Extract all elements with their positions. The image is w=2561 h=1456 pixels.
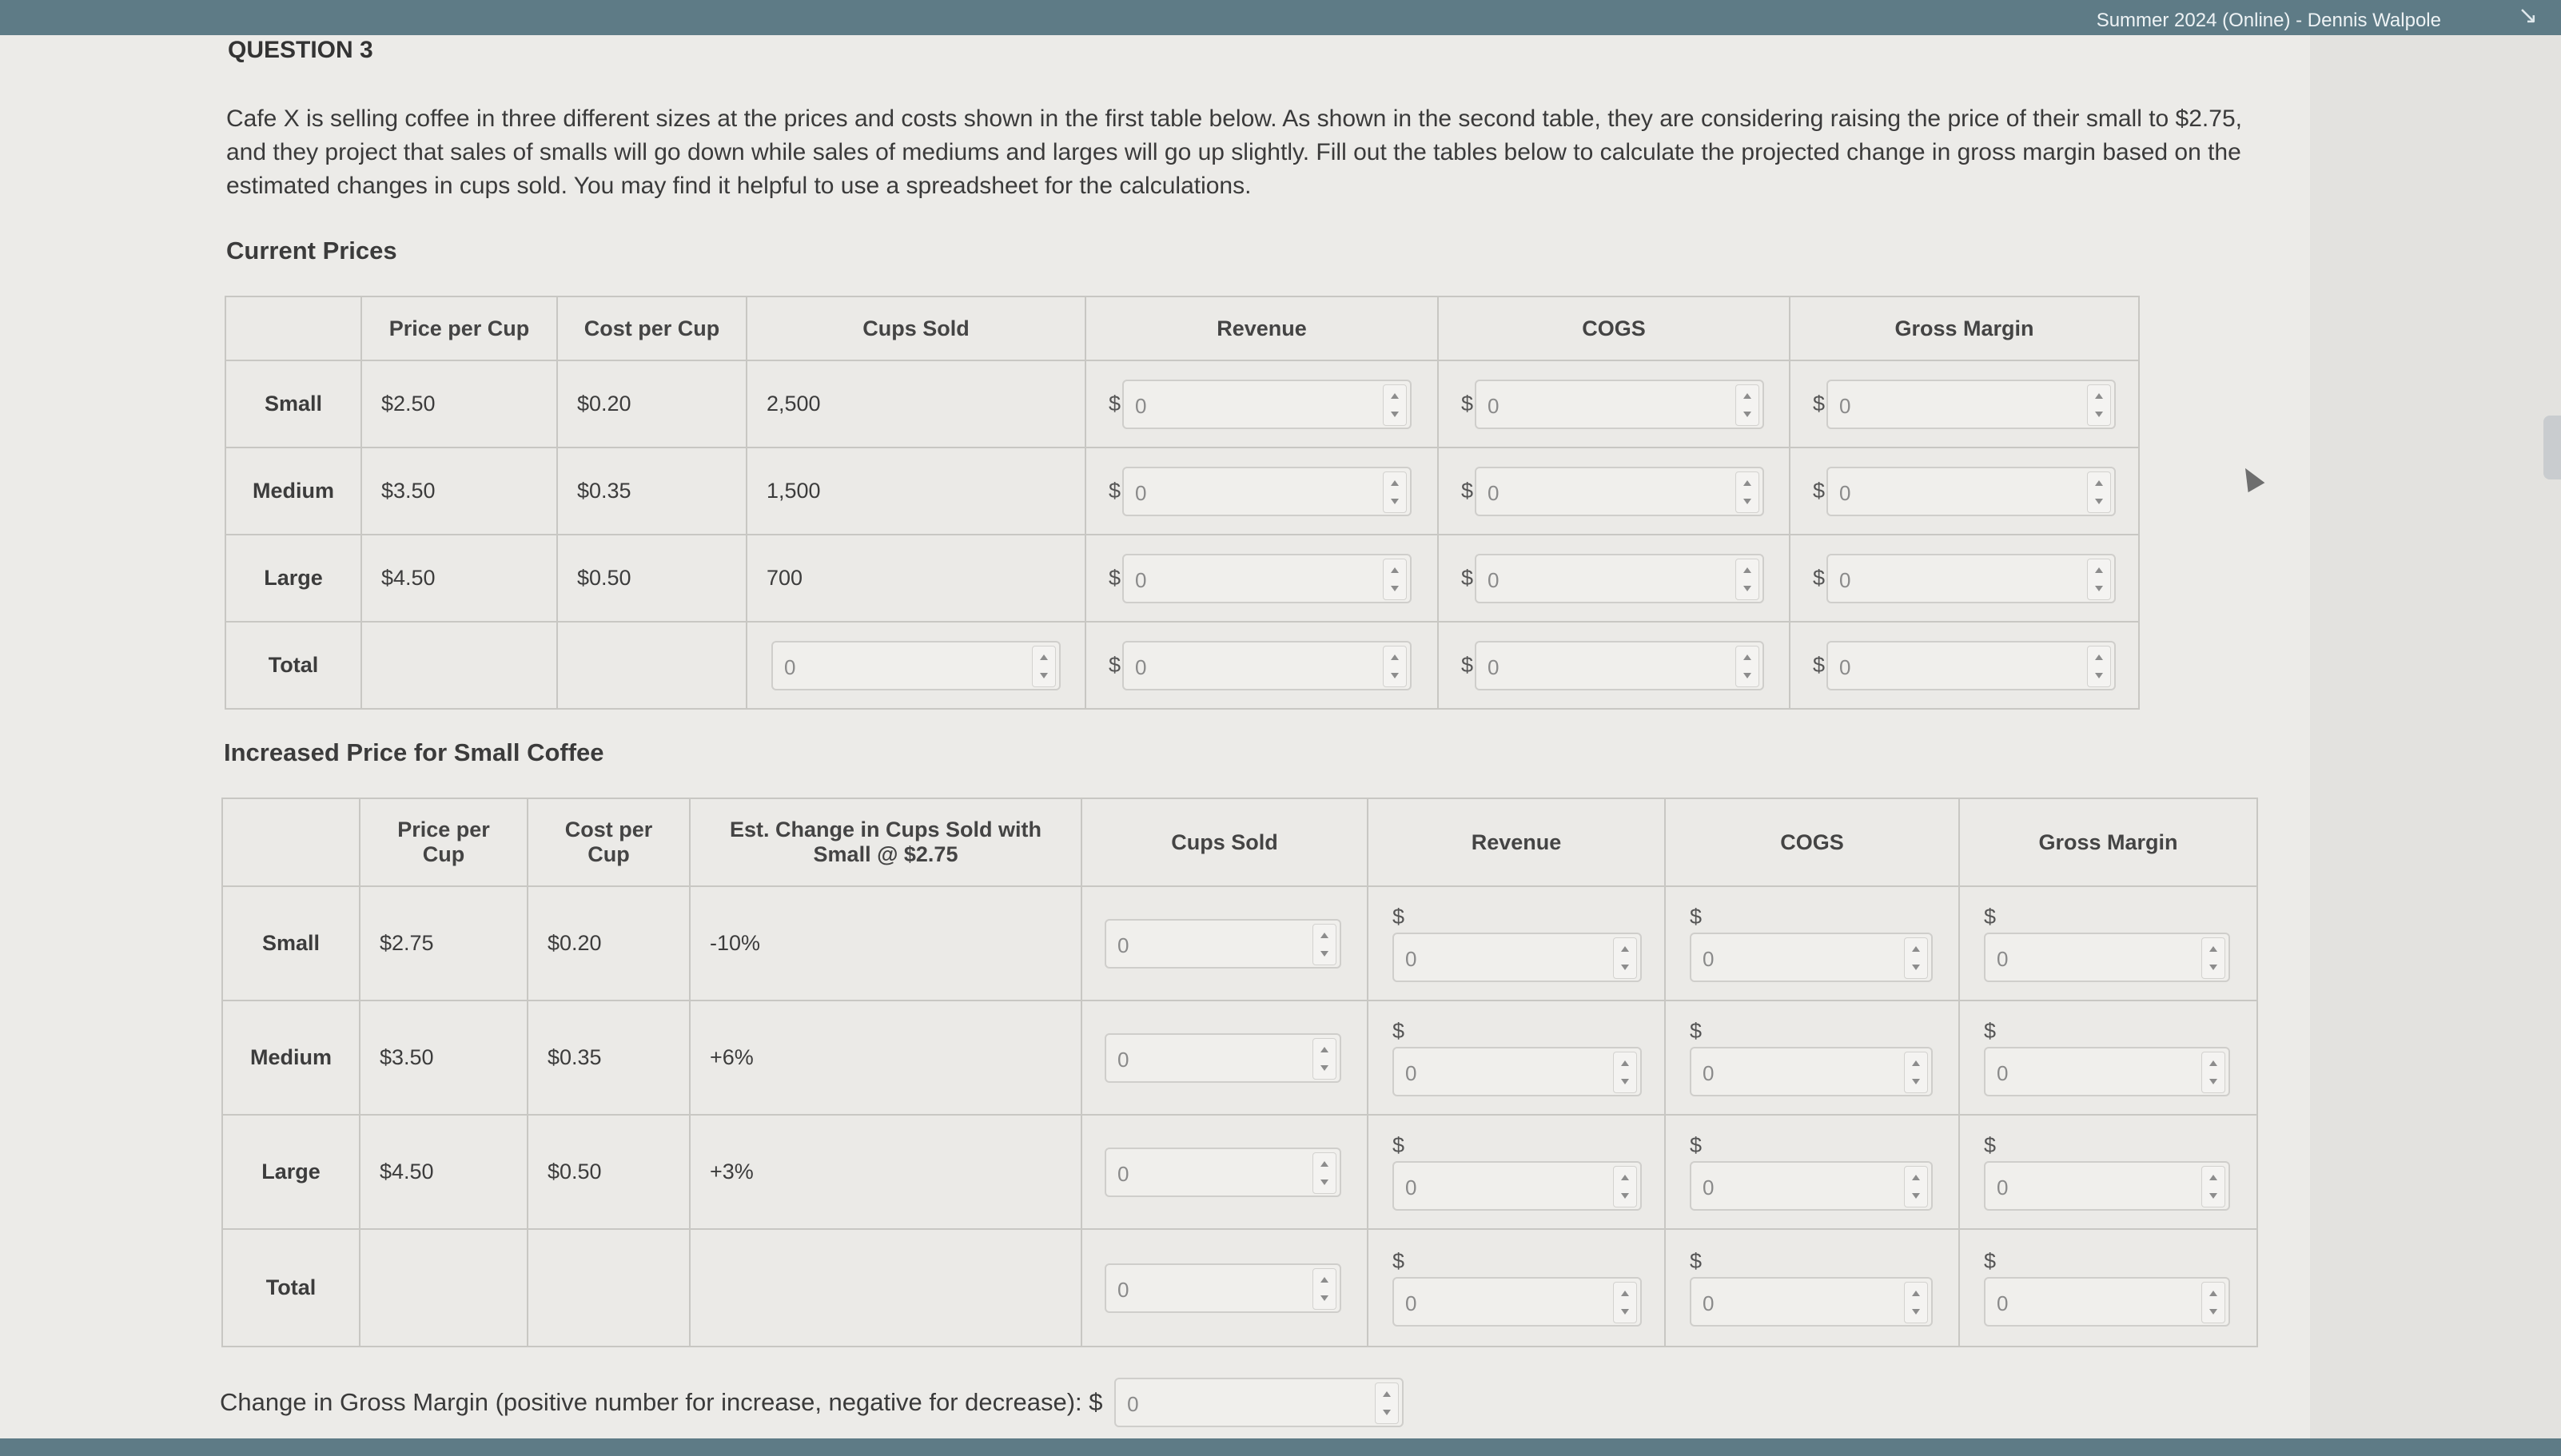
spinner-down-icon[interactable] — [1743, 412, 1751, 417]
spinner-down-icon[interactable] — [1912, 965, 1920, 970]
row-label: Medium — [225, 448, 361, 535]
input-value: 0 — [1135, 654, 1147, 679]
spinner-down-icon[interactable] — [1383, 1410, 1391, 1415]
total-margin-input[interactable] — [1826, 641, 2116, 690]
cogs-input[interactable] — [1690, 1047, 1933, 1096]
input-value: 0 — [1127, 1392, 1139, 1416]
spinner-down-icon[interactable] — [1621, 1079, 1629, 1084]
spinner-up-icon[interactable] — [1391, 480, 1399, 486]
table-row — [222, 886, 2257, 1001]
total-revenue-input[interactable] — [1392, 1277, 1642, 1327]
cups-input[interactable] — [1105, 1148, 1341, 1197]
spinner-down-icon[interactable] — [1320, 1180, 1328, 1185]
row-label: Large — [225, 535, 361, 622]
spinner-arrows[interactable] — [1032, 646, 1056, 687]
dollar-sign: $ — [1813, 566, 1826, 590]
revenue-input[interactable] — [1392, 1047, 1642, 1096]
row-label: Total — [222, 1229, 360, 1347]
total-revenue-input[interactable] — [1122, 641, 1412, 690]
input-value: 0 — [1117, 1277, 1129, 1302]
spinner-arrows[interactable] — [1735, 559, 1759, 600]
increased-price-table — [221, 798, 2258, 1347]
spinner-up-icon[interactable] — [1621, 1175, 1629, 1180]
margin-cell — [1959, 1115, 2257, 1229]
total-revenue-cell — [1085, 622, 1438, 709]
spinner-down-icon[interactable] — [2209, 1079, 2217, 1084]
input-value: 0 — [1997, 1291, 2009, 1315]
dollar-sign: $ — [1392, 1249, 1405, 1273]
cost-cell: $0.20 — [528, 886, 690, 1001]
dollar-sign: $ — [1109, 653, 1121, 677]
spinner-arrows[interactable] — [1735, 471, 1759, 513]
input-value: 0 — [1839, 654, 1851, 679]
spinner-up-icon[interactable] — [1320, 1161, 1328, 1167]
header-blank — [225, 296, 361, 360]
cogs-cell — [1665, 1001, 1959, 1115]
spinner-down-icon[interactable] — [1391, 673, 1399, 678]
spinner-up-icon[interactable] — [1621, 1291, 1629, 1296]
spinner-arrows[interactable] — [1735, 384, 1759, 426]
input-value: 0 — [1135, 393, 1147, 418]
price-cell: $4.50 — [361, 535, 557, 622]
spinner-arrows[interactable] — [1383, 384, 1407, 426]
cogs-input[interactable] — [1475, 380, 1764, 429]
input-value: 0 — [1703, 947, 1715, 971]
spinner-down-icon[interactable] — [1912, 1079, 1920, 1084]
spinner-arrows[interactable] — [1613, 1166, 1637, 1207]
margin-cell — [1790, 360, 2139, 448]
spinner-arrows[interactable] — [1312, 924, 1336, 965]
empty-cell — [528, 1229, 690, 1347]
cogs-input[interactable] — [1690, 933, 1933, 982]
input-value: 0 — [1488, 480, 1500, 505]
spinner-arrows[interactable] — [2087, 471, 2111, 513]
cogs-input[interactable] — [1690, 1161, 1933, 1211]
revenue-cell — [1085, 448, 1438, 535]
change-cell: -10% — [690, 886, 1081, 1001]
collapse-icon[interactable]: ↘ — [2518, 2, 2539, 29]
spinner-arrows[interactable] — [2087, 384, 2111, 426]
input-value: 0 — [1703, 1176, 1715, 1199]
input-value: 0 — [1405, 1291, 1417, 1315]
spinner-down-icon[interactable] — [1743, 499, 1751, 504]
margin-input[interactable] — [1826, 554, 2116, 603]
header-gross-margin: Gross Margin — [1790, 296, 2139, 360]
current-prices-title: Current Prices — [226, 237, 397, 265]
spinner-up-icon[interactable] — [2209, 1291, 2217, 1296]
cups-cell — [1081, 886, 1368, 1001]
empty-cell — [557, 622, 747, 709]
question-text: Cafe X is selling coffee in three different sizes at the prices and costs shown in the first table below. As shown in the second table, they are considering raising the price of their small to $2.75, and they project that sales of smalls will go down while sales of mediums and larges will go up slightly. Fill out the tables below to calculate the projected change in gross margin based on the estimated changes in cups sold. You may find it helpful to use a spreadsheet for the calculations. — [226, 105, 2242, 199]
cogs-cell — [1665, 1115, 1959, 1229]
row-label: Small — [225, 360, 361, 448]
input-value: 0 — [1703, 1291, 1715, 1315]
price-cell: $2.50 — [361, 360, 557, 448]
cost-cell: $0.35 — [557, 448, 747, 535]
question-title: QUESTION 3 — [228, 37, 373, 63]
input-value: 0 — [1117, 933, 1129, 957]
cups-cell — [1081, 1115, 1368, 1229]
dollar-sign: $ — [1109, 566, 1121, 590]
spinner-arrows[interactable] — [1613, 1282, 1637, 1323]
dollar-sign: $ — [1392, 905, 1405, 929]
empty-cell — [360, 1229, 528, 1347]
input-value: 0 — [1405, 1176, 1417, 1199]
cups-cell: 2,500 — [747, 360, 1085, 448]
header-cups-sold: Cups Sold — [1081, 798, 1368, 886]
revenue-cell — [1368, 1001, 1665, 1115]
spinner-arrows[interactable] — [1383, 646, 1407, 687]
spinner-up-icon[interactable] — [1320, 1277, 1328, 1283]
revenue-input[interactable] — [1122, 467, 1412, 516]
spinner-up-icon[interactable] — [1743, 480, 1751, 486]
revenue-cell — [1085, 360, 1438, 448]
spinner-arrows[interactable] — [1904, 1282, 1928, 1323]
input-value: 0 — [1135, 480, 1147, 505]
spinner-up-icon[interactable] — [1391, 393, 1399, 399]
spinner-arrows[interactable] — [2087, 559, 2111, 600]
spinner-up-icon[interactable] — [2209, 946, 2217, 952]
row-label: Small — [222, 886, 360, 1001]
spinner-down-icon[interactable] — [1391, 499, 1399, 504]
table-row — [225, 360, 2139, 448]
spinner-up-icon[interactable] — [1743, 393, 1751, 399]
spinner-up-icon[interactable] — [2209, 1175, 2217, 1180]
header-cost: Cost per Cup — [557, 296, 747, 360]
spinner-down-icon[interactable] — [2095, 673, 2103, 678]
spinner-down-icon[interactable] — [2095, 499, 2103, 504]
spinner-down-icon[interactable] — [1320, 1295, 1328, 1301]
margin-input[interactable] — [1984, 1047, 2230, 1096]
row-label: Large — [222, 1115, 360, 1229]
margin-cell — [1790, 448, 2139, 535]
spinner-up-icon[interactable] — [1621, 1060, 1629, 1066]
margin-cell — [1790, 535, 2139, 622]
spinner-arrows[interactable] — [1735, 646, 1759, 687]
spinner-up-icon[interactable] — [2095, 567, 2103, 573]
input-value: 0 — [1405, 947, 1417, 971]
total-cogs-cell — [1438, 622, 1790, 709]
table-row — [225, 448, 2139, 535]
cogs-cell — [1438, 360, 1790, 448]
spinner-arrows[interactable] — [1383, 559, 1407, 600]
input-value: 0 — [1488, 393, 1500, 418]
dollar-sign: $ — [1109, 392, 1121, 416]
revenue-cell — [1085, 535, 1438, 622]
spinner-arrows[interactable] — [1904, 937, 1928, 979]
spinner-arrows[interactable] — [2201, 1052, 2225, 1093]
empty-cell — [361, 622, 557, 709]
cost-cell: $0.50 — [528, 1115, 690, 1229]
dollar-sign: $ — [1813, 653, 1826, 677]
row-label: Total — [225, 622, 361, 709]
dollar-sign: $ — [1984, 1019, 1997, 1043]
dollar-sign: $ — [1813, 392, 1826, 416]
cogs-input[interactable] — [1475, 467, 1764, 516]
spinner-arrows[interactable] — [2201, 937, 2225, 979]
row-label: Medium — [222, 1001, 360, 1115]
price-cell: $3.50 — [360, 1001, 528, 1115]
input-value: 0 — [1997, 1061, 2009, 1085]
input-value: 0 — [1839, 393, 1851, 418]
input-value: 0 — [1488, 654, 1500, 679]
cogs-cell — [1438, 448, 1790, 535]
spinner-down-icon[interactable] — [1912, 1193, 1920, 1199]
margin-input[interactable] — [1984, 933, 2230, 982]
cups-input[interactable] — [1105, 919, 1341, 969]
header-cups-sold: Cups Sold — [747, 296, 1085, 360]
total-cogs-input[interactable] — [1475, 641, 1764, 690]
dollar-sign: $ — [1109, 479, 1121, 503]
spinner-arrows[interactable] — [1383, 471, 1407, 513]
spinner-up-icon[interactable] — [2209, 1060, 2217, 1066]
revenue-input[interactable] — [1122, 380, 1412, 429]
total-cups-cell — [1081, 1229, 1368, 1347]
spinner-down-icon[interactable] — [1621, 965, 1629, 970]
spinner-arrows[interactable] — [1613, 937, 1637, 979]
spinner-down-icon[interactable] — [1743, 586, 1751, 591]
cups-cell — [1081, 1001, 1368, 1115]
spinner-up-icon[interactable] — [1391, 567, 1399, 573]
empty-cell — [690, 1229, 1081, 1347]
total-cogs-input[interactable] — [1690, 1277, 1933, 1327]
total-margin-cell — [1959, 1229, 2257, 1347]
price-cell: $3.50 — [361, 448, 557, 535]
dollar-sign: $ — [1461, 653, 1474, 677]
spinner-up-icon[interactable] — [1383, 1391, 1391, 1397]
input-value: 0 — [1839, 480, 1851, 505]
dollar-sign: $ — [1984, 1249, 1997, 1273]
margin-input[interactable] — [1984, 1161, 2230, 1211]
input-value: 0 — [1997, 1176, 2009, 1199]
header-gross-margin: Gross Margin — [1959, 798, 2257, 886]
spinner-up-icon[interactable] — [1040, 654, 1048, 660]
table-row — [222, 1115, 2257, 1229]
dollar-sign: $ — [1690, 905, 1703, 929]
spinner-up-icon[interactable] — [2095, 654, 2103, 660]
spinner-down-icon[interactable] — [2209, 965, 2217, 970]
spinner-down-icon[interactable] — [2095, 586, 2103, 591]
total-row — [225, 622, 2139, 709]
input-value: 0 — [1405, 1061, 1417, 1085]
right-rail — [2310, 35, 2561, 1438]
spinner-up-icon[interactable] — [2095, 480, 2103, 486]
header-price: Price per Cup — [360, 798, 528, 886]
revenue-input[interactable] — [1122, 554, 1412, 603]
spinner-down-icon[interactable] — [1391, 412, 1399, 417]
revenue-cell — [1368, 1115, 1665, 1229]
side-panel-tab[interactable] — [2543, 416, 2561, 479]
dollar-sign: $ — [1461, 479, 1474, 503]
spinner-down-icon[interactable] — [1040, 673, 1048, 678]
spinner-up-icon[interactable] — [1743, 654, 1751, 660]
dollar-sign: $ — [1690, 1249, 1703, 1273]
cogs-cell — [1438, 535, 1790, 622]
total-cups-cell — [747, 622, 1085, 709]
dollar-sign: $ — [1392, 1133, 1405, 1157]
margin-input[interactable] — [1826, 467, 2116, 516]
spinner-arrows[interactable] — [2201, 1166, 2225, 1207]
total-margin-cell — [1790, 622, 2139, 709]
header-revenue: Revenue — [1368, 798, 1665, 886]
total-cogs-cell — [1665, 1229, 1959, 1347]
spinner-arrows[interactable] — [2201, 1282, 2225, 1323]
spinner-down-icon[interactable] — [1320, 1065, 1328, 1071]
gross-margin-change-row — [220, 1378, 1404, 1427]
price-cell: $2.75 — [360, 886, 528, 1001]
dollar-sign: $ — [1984, 905, 1997, 929]
spinner-down-icon[interactable] — [2209, 1309, 2217, 1315]
spinner-up-icon[interactable] — [1391, 654, 1399, 660]
price-cell: $4.50 — [360, 1115, 528, 1229]
spinner-arrows[interactable] — [1613, 1052, 1637, 1093]
header-price: Price per Cup — [361, 296, 557, 360]
cost-cell: $0.20 — [557, 360, 747, 448]
course-info: Summer 2024 (Online) - Dennis Walpole — [2096, 10, 2441, 31]
dollar-sign: $ — [1813, 479, 1826, 503]
margin-cell — [1959, 1001, 2257, 1115]
spinner-down-icon[interactable] — [1621, 1193, 1629, 1199]
cups-input[interactable] — [1105, 1033, 1341, 1083]
current-prices-table — [225, 296, 2140, 710]
header-cogs: COGS — [1665, 798, 1959, 886]
margin-cell — [1959, 886, 2257, 1001]
spinner-arrows[interactable] — [2087, 646, 2111, 687]
input-value: 0 — [1117, 1161, 1129, 1186]
header-est-change: Est. Change in Cups Sold with Small @ $2.75 — [690, 798, 1081, 886]
table-row — [222, 1001, 2257, 1115]
spinner-up-icon[interactable] — [1912, 1291, 1920, 1296]
spinner-arrows[interactable] — [1312, 1268, 1336, 1310]
spinner-up-icon[interactable] — [1912, 1060, 1920, 1066]
margin-input[interactable] — [1826, 380, 2116, 429]
top-bar — [0, 0, 2561, 35]
spinner-arrows[interactable] — [1312, 1152, 1336, 1194]
header-revenue: Revenue — [1085, 296, 1438, 360]
spinner-up-icon[interactable] — [1320, 1047, 1328, 1052]
spinner-up-icon[interactable] — [1320, 933, 1328, 938]
header-cost: Cost per Cup — [528, 798, 690, 886]
cost-cell: $0.35 — [528, 1001, 690, 1115]
cogs-cell — [1665, 886, 1959, 1001]
cogs-input[interactable] — [1475, 554, 1764, 603]
gross-margin-change-label: Change in Gross Margin (positive number for increase, negative for decrease): $ — [220, 1388, 1103, 1416]
spinner-up-icon[interactable] — [1912, 1175, 1920, 1180]
spinner-arrows[interactable] — [1904, 1166, 1928, 1207]
dollar-sign: $ — [1690, 1133, 1703, 1157]
input-value: 0 — [1117, 1047, 1129, 1072]
dollar-sign: $ — [1461, 566, 1474, 590]
revenue-input[interactable] — [1392, 1161, 1642, 1211]
input-value: 0 — [784, 654, 796, 679]
spinner-arrows[interactable] — [1904, 1052, 1928, 1093]
table-row — [225, 535, 2139, 622]
input-value: 0 — [1703, 1061, 1715, 1085]
header-cogs: COGS — [1438, 296, 1790, 360]
total-revenue-cell — [1368, 1229, 1665, 1347]
change-cell: +3% — [690, 1115, 1081, 1229]
input-value: 0 — [1135, 567, 1147, 592]
dollar-sign: $ — [1690, 1019, 1703, 1043]
spinner-down-icon[interactable] — [1320, 951, 1328, 957]
gross-margin-change-input[interactable] — [1114, 1378, 1404, 1427]
spinner-arrows[interactable] — [1375, 1382, 1399, 1424]
total-cups-input[interactable] — [771, 641, 1061, 690]
bottom-bar — [0, 1438, 2561, 1456]
input-value: 0 — [1488, 567, 1500, 592]
spinner-down-icon[interactable] — [1621, 1309, 1629, 1315]
header-blank — [222, 798, 360, 886]
increased-price-title: Increased Price for Small Coffee — [224, 738, 604, 766]
total-row — [222, 1229, 2257, 1347]
spinner-down-icon[interactable] — [1743, 673, 1751, 678]
spinner-up-icon[interactable] — [2095, 393, 2103, 399]
input-value: 0 — [1839, 567, 1851, 592]
dollar-sign: $ — [1392, 1019, 1405, 1043]
spinner-up-icon[interactable] — [1743, 567, 1751, 573]
dollar-sign: $ — [1984, 1133, 1997, 1157]
cost-cell: $0.50 — [557, 535, 747, 622]
spinner-down-icon[interactable] — [2209, 1193, 2217, 1199]
spinner-down-icon[interactable] — [2095, 412, 2103, 417]
spinner-up-icon[interactable] — [1912, 946, 1920, 952]
dollar-sign: $ — [1461, 392, 1474, 416]
input-value: 0 — [1997, 947, 2009, 971]
revenue-input[interactable] — [1392, 933, 1642, 982]
revenue-cell — [1368, 886, 1665, 1001]
spinner-down-icon[interactable] — [1391, 586, 1399, 591]
cups-cell: 700 — [747, 535, 1085, 622]
change-cell: +6% — [690, 1001, 1081, 1115]
spinner-down-icon[interactable] — [1912, 1309, 1920, 1315]
spinner-up-icon[interactable] — [1621, 946, 1629, 952]
total-margin-input[interactable] — [1984, 1277, 2230, 1327]
cups-cell: 1,500 — [747, 448, 1085, 535]
spinner-arrows[interactable] — [1312, 1038, 1336, 1080]
total-cups-input[interactable] — [1105, 1263, 1341, 1313]
